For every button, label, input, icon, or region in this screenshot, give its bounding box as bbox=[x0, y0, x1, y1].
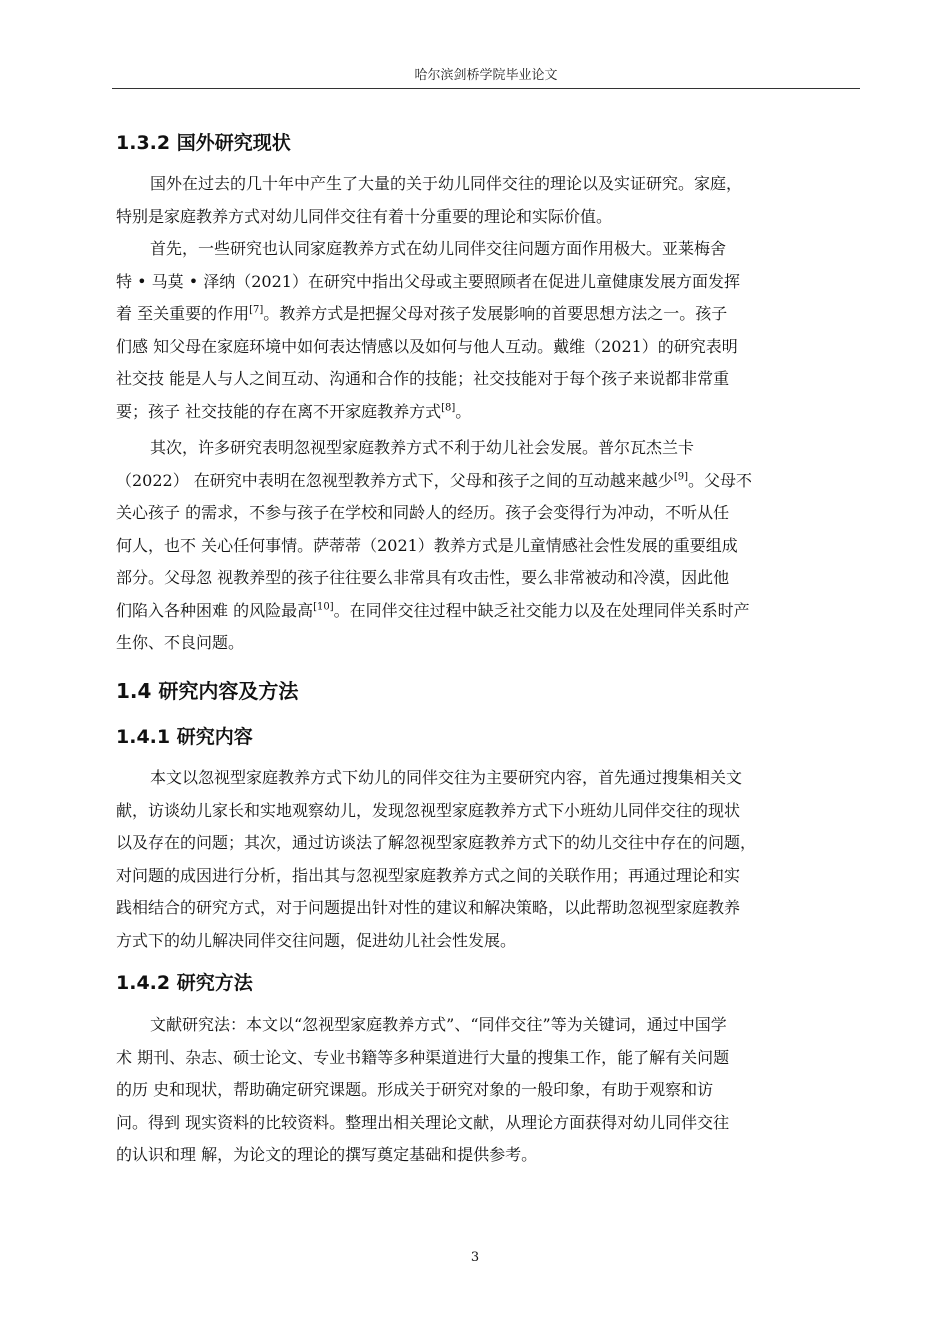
text-segment: 。父母不 bbox=[687, 470, 752, 490]
text-segment: 。 bbox=[455, 401, 472, 421]
text-line: 生你、不良问题。 bbox=[116, 633, 245, 652]
text-line: 社交技 能是人与人之间互动、沟通和合作的技能；社交技能对于每个孩子来说都非常重 bbox=[116, 369, 730, 388]
text-segment: 要；孩子 社交技能的存在离不开家庭教养方式 bbox=[116, 401, 442, 421]
text-line: 对问题的成因进行分析，指出其与忽视型家庭教养方式之间的关联作用；再通过理论和实 bbox=[116, 865, 741, 885]
section-1-3-2-paragraph-1 bbox=[116, 168, 862, 233]
citation-ref: [7] bbox=[249, 304, 264, 316]
section-1-3-2-paragraph-3 bbox=[116, 432, 862, 660]
text-line: 献，访谈幼儿家长和实地观察幼儿，发现忽视型家庭教养方式下小班幼儿同伴交往的现状 bbox=[116, 800, 741, 820]
text-segment: 们陷入各种困难 的风险最高 bbox=[116, 600, 314, 620]
text-line: 的历 史和现状，帮助确定研究课题。形成关于研究对象的一般印象，有助于观察和访 bbox=[116, 1080, 714, 1099]
text-line: 以及存在的问题；其次，通过访谈法了解忽视型家庭教养方式下的幼儿交往中存在的问题， bbox=[116, 833, 757, 852]
text-line: 首先，一些研究也认同家庭教养方式在幼儿同伴交往问题方面作用极大。亚莱梅舍 bbox=[150, 239, 727, 258]
section-1-4-1-paragraph bbox=[116, 762, 862, 957]
section-1-4-2-heading: 1.4.2 研究方法 bbox=[116, 972, 253, 994]
citation-ref: [8] bbox=[441, 402, 456, 414]
text-line bbox=[116, 465, 862, 498]
text-line bbox=[116, 595, 862, 628]
text-line: 国外在过去的几十年中产生了大量的关于幼儿同伴交往的理论以及实证研究。家庭， bbox=[150, 174, 743, 193]
text-line: 特 • 马莫 • 泽纳（2021）在研究中指出父母或主要照顾者在促进儿童健康发展方面发挥 bbox=[116, 271, 740, 291]
text-line bbox=[116, 298, 862, 331]
section-1-4-1-heading: 1.4.1 研究内容 bbox=[116, 726, 253, 748]
text-line: 何人，也不 关心任何事情。萨蒂蒂（2021）教养方式是儿童情感社会性发展的重要组成 bbox=[116, 535, 738, 555]
section-1-4-heading: 1.4 研究内容及方法 bbox=[116, 679, 299, 703]
text-line: 践相结合的研究方式，对于问题提出针对性的建议和解决策略，以此帮助忽视型家庭教养 bbox=[116, 898, 741, 917]
text-line: 术 期刊、杂志、硕士论文、专业书籍等多种渠道进行大量的搜集工作，能了解有关问题 bbox=[116, 1047, 730, 1067]
running-header: 哈尔滨剑桥学院毕业论文 bbox=[414, 68, 558, 83]
text-line: 方式下的幼儿解决同伴交往问题，促进幼儿社会性发展。 bbox=[116, 930, 517, 950]
text-line: 们感 知父母在家庭环境中如何表达情感以及如何与他人互动。戴维（2021）的研究表明 bbox=[116, 336, 738, 356]
text-segment: 。教养方式是把握父母对孩子发展影响的首要思想方法之一。孩子 bbox=[263, 304, 728, 323]
text-line bbox=[116, 396, 862, 429]
text-line: 的认识和理 解，为论文的理论的撰写奠定基础和提供参考。 bbox=[116, 1145, 538, 1164]
text-line: 关心孩子 的需求，不参与孩子在学校和同龄人的经历。孩子会变得行为冲动，不听从任 bbox=[116, 503, 730, 522]
text-line: 文献研究法：本文以“忽视型家庭教养方式”、“同伴交往”等为关键词，通过中国学 bbox=[150, 1015, 727, 1034]
section-1-4-2-paragraph bbox=[116, 1009, 862, 1172]
text-line: 特别是家庭教养方式对幼儿同伴交往有着十分重要的理论和实际价值。 bbox=[116, 206, 613, 226]
citation-ref: [9] bbox=[673, 471, 688, 483]
citation-ref: [10] bbox=[313, 601, 334, 613]
text-line: 部分。父母忽 视教养型的孩子往往要么非常具有攻击性，要么非常被动和冷漠，因此他 bbox=[116, 568, 730, 587]
section-1-3-2-paragraph-2 bbox=[116, 233, 862, 428]
section-1-3-2-heading: 1.3.2 国外研究现状 bbox=[116, 132, 291, 154]
header-rule bbox=[112, 88, 860, 89]
text-segment: （2022） 在研究中表明在忽视型教养方式下，父母和孩子之间的互动越来越少 bbox=[116, 470, 674, 490]
text-line: 问。得到 现实资料的比较资料。整理出相关理论文献，从理论方面获得对幼儿同伴交往 bbox=[116, 1112, 730, 1132]
text-line: 其次，许多研究表明忽视型家庭教养方式不利于幼儿社会发展。普尔瓦杰兰卡 bbox=[150, 438, 695, 457]
text-segment: 。在同伴交往过程中缺乏社交能力以及在处理同伴关系时产 bbox=[333, 600, 750, 620]
text-line: 本文以忽视型家庭教养方式下幼儿的同伴交往为主要研究内容，首先通过搜集相关文 bbox=[150, 768, 743, 787]
text-segment: 着 至关重要的作用 bbox=[116, 304, 250, 323]
page-number: 3 bbox=[470, 1250, 480, 1265]
